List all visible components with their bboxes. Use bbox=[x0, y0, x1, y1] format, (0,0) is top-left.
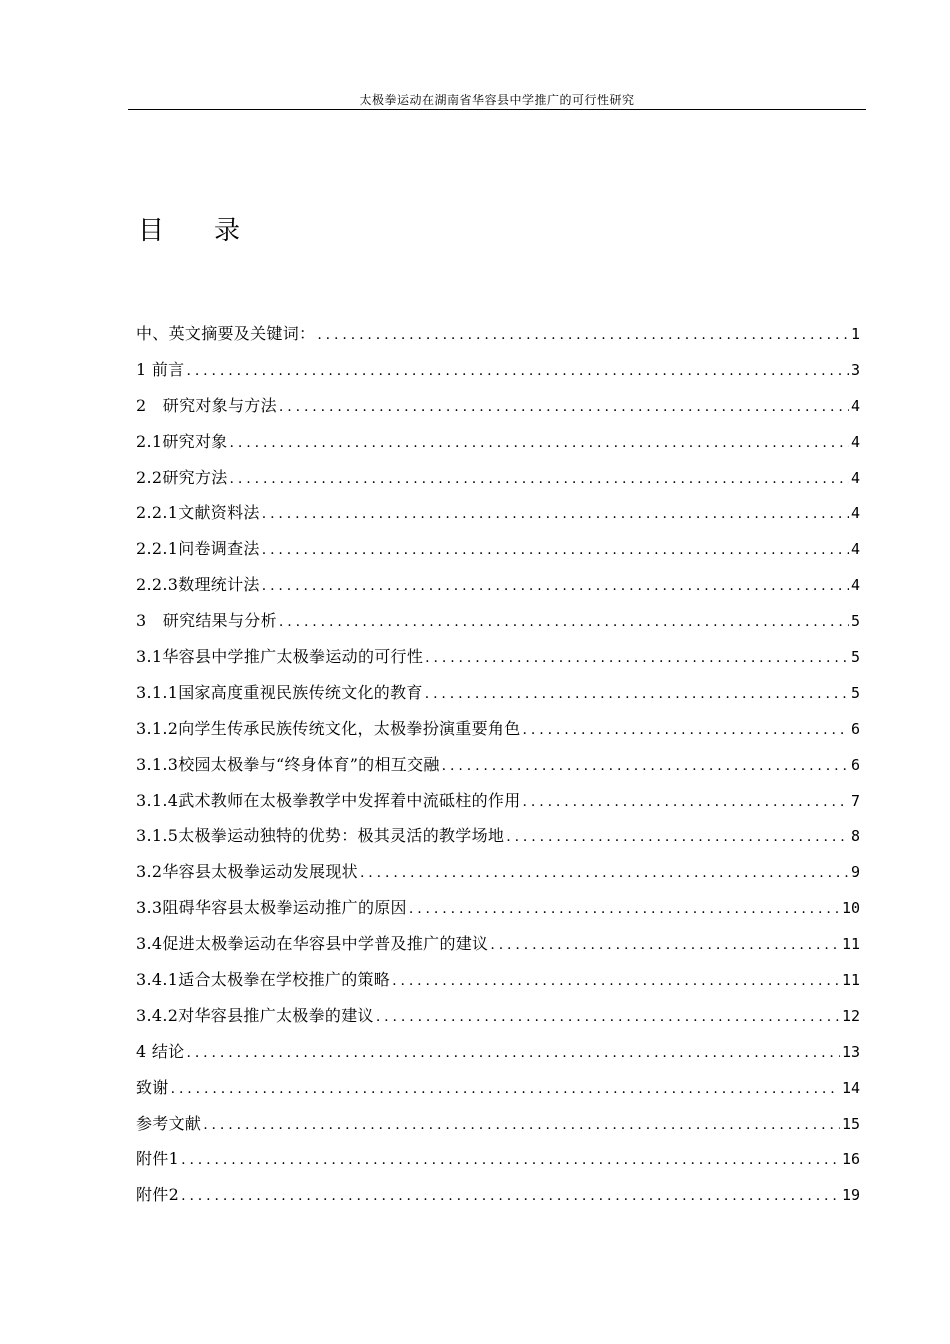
toc-entry-page: 4 bbox=[850, 396, 860, 415]
toc-leader bbox=[360, 857, 849, 889]
toc-leader bbox=[506, 821, 849, 853]
toc-entry[interactable] bbox=[136, 856, 860, 892]
toc-leader bbox=[409, 893, 840, 925]
toc-entry-page: 11 bbox=[841, 971, 860, 990]
toc-leader bbox=[171, 1073, 840, 1105]
toc-entry[interactable] bbox=[136, 1036, 860, 1072]
toc-leader bbox=[392, 965, 840, 997]
toc-entry[interactable] bbox=[136, 569, 860, 605]
toc-entry-label: 附件2 bbox=[136, 1185, 180, 1205]
toc-entry-label: 3.1.4武术教师在太极拳教学中发挥着中流砥柱的作用 bbox=[136, 790, 521, 810]
toc-entry-page: 10 bbox=[841, 899, 860, 918]
toc-entry[interactable] bbox=[136, 928, 860, 964]
toc-entry-page: 6 bbox=[850, 755, 860, 774]
toc-entry[interactable] bbox=[136, 533, 860, 569]
toc-entry-label: 3 研究结果与分析 bbox=[136, 611, 277, 631]
toc-entry-label: 3.4促进太极拳运动在华容县中学普及推广的建议 bbox=[136, 934, 489, 954]
toc-entry[interactable] bbox=[136, 426, 860, 462]
toc-entry-label: 3.1.3校园太极拳与“终身体育”的相互交融 bbox=[136, 754, 440, 774]
toc-entry-page: 13 bbox=[841, 1042, 860, 1061]
toc-entry[interactable] bbox=[136, 462, 860, 498]
toc-entry[interactable] bbox=[136, 1179, 860, 1215]
toc-entry-page: 5 bbox=[850, 648, 860, 667]
toc-entry[interactable] bbox=[136, 964, 860, 1000]
toc-entry-label: 中、英文摘要及关键词： bbox=[136, 324, 316, 343]
toc-entry-page: 4 bbox=[850, 540, 860, 559]
toc-entry-label: 2.2.3数理统计法 bbox=[136, 575, 260, 595]
toc-leader bbox=[442, 750, 849, 782]
toc-entry-page: 14 bbox=[841, 1078, 860, 1097]
toc-entry[interactable] bbox=[136, 354, 860, 390]
toc-entry-label: 4 结论 bbox=[136, 1041, 185, 1061]
toc-entry-label: 3.1华容县中学推广太极拳运动的可行性 bbox=[136, 647, 424, 667]
toc-leader bbox=[317, 319, 849, 351]
toc-entry-label: 2.2.1问卷调查法 bbox=[136, 539, 260, 559]
toc-entry-page: 1 bbox=[850, 325, 860, 343]
toc-list bbox=[136, 318, 860, 1215]
toc-entry[interactable] bbox=[136, 1072, 860, 1108]
toc-entry-label: 3.1.2向学生传承民族传统文化，太极拳扮演重要角色 bbox=[136, 718, 521, 738]
toc-entry-page: 4 bbox=[850, 576, 860, 595]
toc-entry-page: 5 bbox=[850, 683, 860, 702]
toc-entry[interactable] bbox=[136, 713, 860, 749]
toc-entry[interactable] bbox=[136, 318, 860, 354]
toc-entry-label: 3.1.1国家高度重视民族传统文化的教育 bbox=[136, 682, 423, 702]
toc-entry[interactable] bbox=[136, 1000, 860, 1036]
toc-leader bbox=[203, 1109, 840, 1141]
toc-entry[interactable] bbox=[136, 749, 860, 785]
toc-entry-label: 附件1 bbox=[136, 1149, 180, 1169]
toc-entry-label: 2.2.1文献资料法 bbox=[136, 503, 260, 523]
toc-entry-label: 3.1.5太极拳运动独特的优势：极其灵活的教学场地 bbox=[136, 826, 505, 846]
toc-entry-page: 5 bbox=[850, 612, 860, 631]
toc-entry[interactable] bbox=[136, 605, 860, 641]
toc-leader bbox=[262, 534, 849, 566]
toc-entry-page: 16 bbox=[841, 1150, 860, 1169]
toc-entry[interactable] bbox=[136, 677, 860, 713]
toc-entry-page: 4 bbox=[850, 432, 860, 451]
toc-entry-page: 19 bbox=[841, 1186, 860, 1205]
toc-entry-page: 15 bbox=[841, 1114, 860, 1133]
toc-leader bbox=[186, 355, 849, 387]
toc-entry-page: 11 bbox=[841, 935, 860, 954]
toc-entry-label: 3.4.2对华容县推广太极拳的建议 bbox=[136, 1005, 374, 1025]
toc-leader bbox=[523, 714, 849, 746]
toc-entry-label: 2.1研究对象 bbox=[136, 431, 228, 451]
toc-entry[interactable] bbox=[136, 497, 860, 533]
toc-leader bbox=[181, 1180, 840, 1212]
toc-entry-page: 12 bbox=[841, 1006, 860, 1025]
toc-leader bbox=[230, 427, 849, 459]
toc-entry[interactable] bbox=[136, 785, 860, 821]
toc-entry[interactable] bbox=[136, 390, 860, 426]
toc-leader bbox=[279, 391, 849, 423]
toc-entry-page: 7 bbox=[850, 791, 860, 810]
toc-leader bbox=[230, 463, 849, 495]
toc-leader bbox=[186, 1037, 839, 1069]
toc-entry-label: 2 研究对象与方法 bbox=[136, 395, 277, 415]
toc-title bbox=[138, 213, 240, 249]
toc-entry-label: 致谢 bbox=[136, 1077, 169, 1097]
running-header bbox=[128, 93, 866, 110]
toc-entry-page: 4 bbox=[850, 468, 860, 487]
toc-entry[interactable] bbox=[136, 1108, 860, 1144]
toc-entry[interactable] bbox=[136, 641, 860, 677]
toc-entry-label: 参考文献 bbox=[136, 1113, 202, 1133]
running-header-title: 太极拳运动在湖南省华容县中学推广的可行性研究 bbox=[359, 93, 635, 107]
toc-entry-label: 3.3阻碍华容县太极拳运动推广的原因 bbox=[136, 898, 407, 918]
toc-entry[interactable] bbox=[136, 892, 860, 928]
toc-entry-label: 2.2研究方法 bbox=[136, 467, 228, 487]
toc-entry-page: 6 bbox=[850, 719, 860, 738]
toc-leader bbox=[425, 642, 849, 674]
toc-entry[interactable] bbox=[136, 820, 860, 856]
toc-entry-label: 3.2华容县太极拳运动发展现状 bbox=[136, 862, 358, 882]
toc-leader bbox=[490, 929, 840, 961]
toc-title-left: 目 bbox=[138, 216, 165, 246]
toc-leader bbox=[425, 678, 849, 710]
toc-leader bbox=[262, 570, 849, 602]
toc-entry-label: 3.4.1适合太极拳在学校推广的策略 bbox=[136, 970, 391, 990]
toc-leader bbox=[262, 498, 849, 530]
toc-entry-label: 1 前言 bbox=[136, 359, 185, 379]
toc-entry-page: 8 bbox=[850, 827, 860, 846]
toc-entry-page: 3 bbox=[850, 360, 860, 379]
toc-title-right: 录 bbox=[214, 216, 241, 246]
toc-leader bbox=[523, 786, 849, 818]
toc-entry[interactable] bbox=[136, 1143, 860, 1179]
toc-leader bbox=[376, 1001, 840, 1033]
toc-leader bbox=[279, 606, 849, 638]
toc-entry-page: 9 bbox=[850, 863, 860, 882]
toc-leader bbox=[181, 1144, 840, 1176]
toc-entry-page: 4 bbox=[850, 504, 860, 523]
